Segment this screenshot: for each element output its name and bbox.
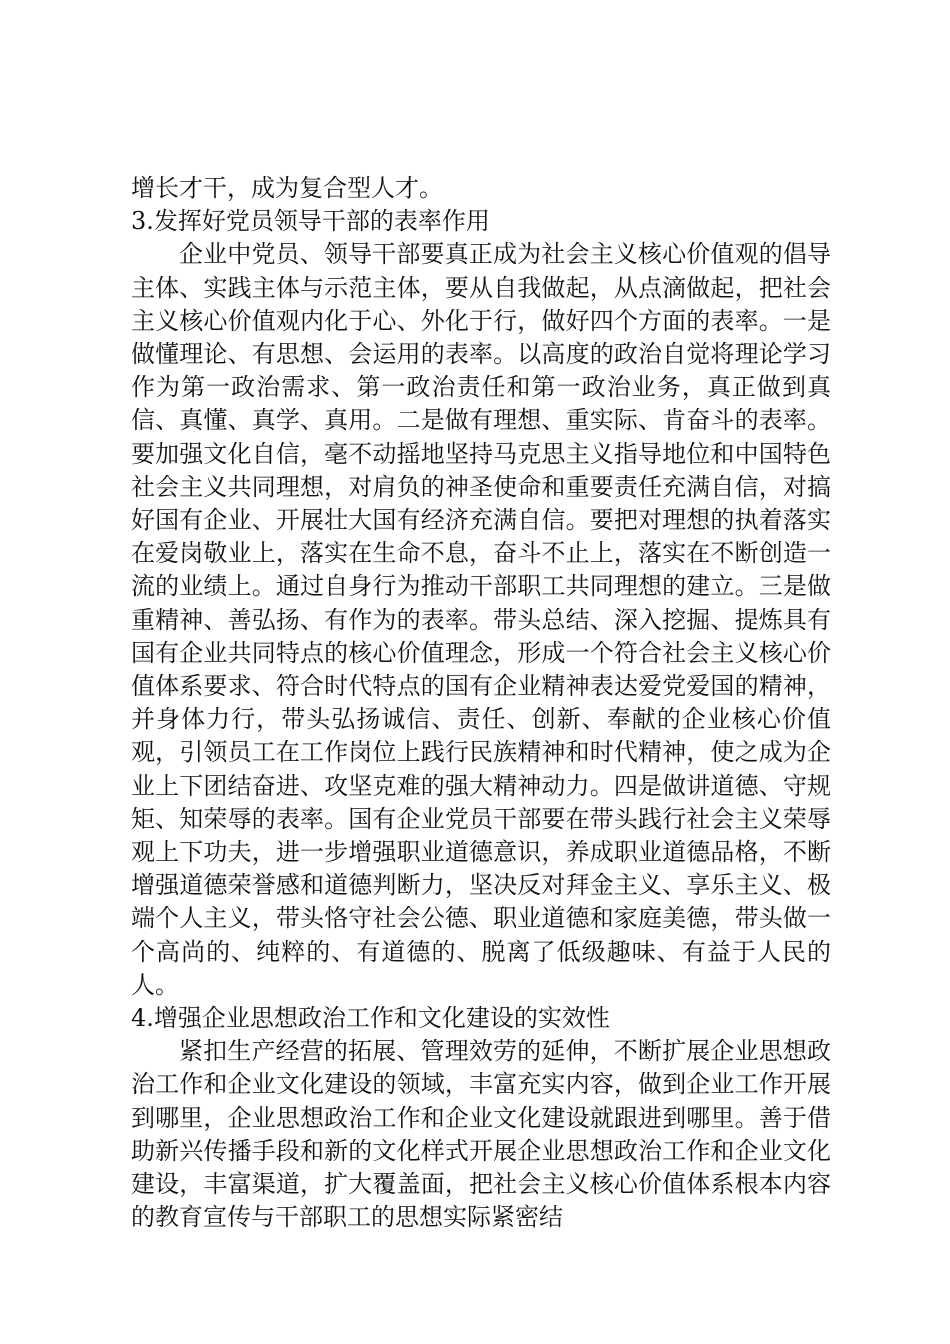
document-body	[131, 172, 831, 1235]
section-3-paragraph: 企业中党员、领导干部要真正成为社会主义核心价值观的倡导主体、实践主体与示范主体，要从自我做起，从点滴做起，把社会主义核心价值观内化于心、外化于行，做好四个方面的表率。一是做懂理论、有思想、会运用的表率。以高度的政治自觉将理论学习作为第一政治需求、第一政治责任和第一政治业务，真正做到真信、真懂、真学、真用。二是做有理想、重实际、肯奋斗的表率。要加强文化自信，毫不动摇地坚持马克思主义指导地位和中国特色社会主义共同理想，对肩负的神圣使命和重要责任充满自信，对搞好国有企业、开展壮大国有经济充满自信。要把对理想的执着落实在爱岗敬业上，落实在生命不息，奋斗不止上，落实在不断创造一流的业绩上。通过自身行为推动干部职工共同理想的建立。三是做重精神、善弘扬、有作为的表率。带头总结、深入挖掘、提炼具有国有企业共同特点的核心价值理念，形成一个符合社会主义核心价值体系要求、符合时代特点的国有企业精神表达爱党爱国的精神，并身体力行，带头弘扬诚信、责任、创新、奉献的企业核心价值观，引领员工在工作岗位上践行民族精神和时代精神，使之成为企业上下团结奋进、攻坚克难的强大精神动力。四是做讲道德、守规矩、知荣辱的表率。国有企业党员干部要在带头践行社会主义荣辱观上下功夫，进一步增强职业道德意识，养成职业道德品格，不断增强道德荣誉感和道德判断力，坚决反对拜金主义、享乐主义、极端个人主义，带头恪守社会公德、职业道德和家庭美德，带头做一个高尚的、纯粹的、有道德的、脱离了低级趣味、有益于人民的人。	[131, 240, 831, 999]
section-3-heading: 3.发挥好党员领导干部的表率作用	[131, 207, 490, 236]
continuation-paragraph: 增长才干，成为复合型人才。	[131, 174, 443, 202]
section-4-paragraph: 紧扣生产经营的拓展、管理效劳的延伸，不断扩展企业思想政治工作和企业文化建设的领域，丰富充实内容，做到企业工作开展到哪里，企业思想政治工作和企业文化建设就跟进到哪里。善于借助新兴传播手段和新的文化样式开展企业思想政治工作和企业文化建设，丰富渠道，扩大覆盖面，把社会主义核心价值体系根本内容的教育宣传与干部职工的思想实际紧密结	[131, 1037, 831, 1232]
section-4-heading: 4.增强企业思想政治工作和文化建设的实效性	[131, 1004, 610, 1033]
